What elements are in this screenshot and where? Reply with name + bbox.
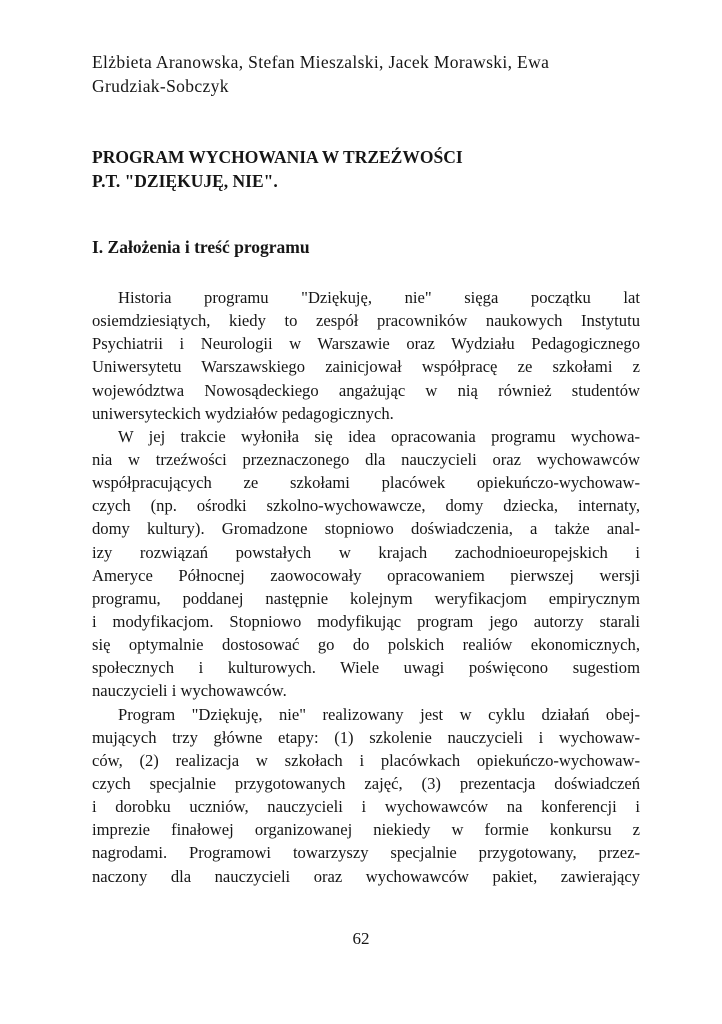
author-line-2: Grudziak-Sobczyk xyxy=(92,76,229,96)
author-list xyxy=(92,50,640,98)
text-line: czych specjalnie przygotowanych zajęć, (3) prezentacja doświadczeń xyxy=(92,773,640,793)
text-line: osiemdziesiątych, kiedy to zespół pracowników naukowych Instytutu xyxy=(92,311,640,331)
chapter-title-line-2: P.T. "DZIĘKUJĘ, NIE". xyxy=(92,171,278,191)
text-line: Uniwersytetu Warszawskiego zainicjował współpracę ze szkołami z xyxy=(92,357,640,377)
chapter-title xyxy=(92,145,652,193)
section-heading: I. Założenia i treść programu xyxy=(92,237,310,257)
text-line: nagrodami. Programowi towarzyszy specjalnie przygotowany, przez- xyxy=(92,843,640,863)
text-line: izy rozwiązań powstałych w krajach zachodnioeuropejskich i xyxy=(92,542,640,562)
text-line: czych (np. ośrodki szkolno-wychowawcze, domy dziecka, internaty, xyxy=(92,496,640,516)
text-line: imprezie finałowej organizowanej niekiedy w formie konkursu z xyxy=(92,820,640,840)
chapter-title-line-1: PROGRAM WYCHOWANIA W TRZEŹWOŚCI xyxy=(92,147,463,167)
text-line: Psychiatrii i Neurologii w Warszawie oraz Wydziału Pedagogicznego xyxy=(92,334,640,354)
text-line: nia w trzeźwości przeznaczonego dla nauczycieli oraz wychowawców xyxy=(92,449,640,469)
text-line: Program "Dziękuję, nie" realizowany jest w cyklu działań obej- xyxy=(118,704,640,724)
text-line: się optymalnie dostosować go do polskich realiów ekonomicznych, xyxy=(92,635,640,655)
body-text xyxy=(92,286,640,888)
text-line: mujących trzy główne etapy: (1) szkolenie nauczycieli i wychowaw- xyxy=(92,727,640,747)
text-line: domy kultury). Gromadzone stopniowo doświadczenia, a także anal- xyxy=(92,519,640,539)
text-line: społecznych i kulturowych. Wiele uwagi poświęcono sugestiom xyxy=(92,658,640,678)
text-line: ców, (2) realizacja w szkołach i placówkach opiekuńczo-wychowaw- xyxy=(92,750,640,770)
text-line: nauczycieli i wychowawców. xyxy=(92,681,287,701)
text-line: naczony dla nauczycieli oraz wychowawców pakiet, zawierający xyxy=(92,866,640,886)
page-number: 62 xyxy=(352,929,370,948)
text-line: Ameryce Północnej zaowocowały opracowaniem pierwszej wersji xyxy=(92,565,640,585)
text-line: Historia programu "Dziękuję, nie" sięga początku lat xyxy=(118,288,640,307)
text-line: uniwersyteckich wydziałów pedagogicznych. xyxy=(92,403,394,423)
text-line: województwa Nowosądeckiego angażując w nią również studentów xyxy=(92,380,640,400)
text-line: i dorobku uczniów, nauczycieli i wychowawców na konferencji i xyxy=(92,797,640,817)
text-line: i modyfikacjom. Stopniowo modyfikując program jego autorzy starali xyxy=(92,611,640,631)
text-line: programu, poddanej następnie kolejnym weryfikacjom empirycznym xyxy=(92,588,640,608)
author-line-1: Elżbieta Aranowska, Stefan Mieszalski, Jacek Morawski, Ewa xyxy=(92,52,550,72)
text-line: W jej trakcie wyłoniła się idea opracowania programu wychowa- xyxy=(118,426,640,446)
text-line: współpracujących ze szkołami placówek opiekuńczo-wychowaw- xyxy=(92,473,640,493)
